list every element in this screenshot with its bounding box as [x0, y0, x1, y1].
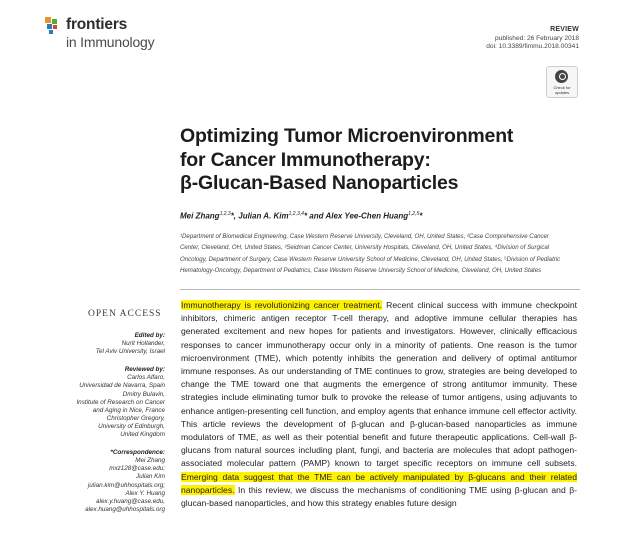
- author-list: Mei Zhang$^{1,2,3}$*, Julian A. Kim$^{1,2,3,4}$* and Alex Yee-Chen Huang$^{1,2,5}$*: [180, 211, 423, 221]
- divider: [180, 289, 580, 290]
- reviewer-line: Dmitry Bulavin,: [122, 390, 165, 398]
- edited-by-heading: Edited by:: [134, 332, 165, 339]
- doi-link[interactable]: doi: 10.3389/fimmu.2018.00341: [486, 43, 579, 51]
- correspondence-line: Julian Kim: [135, 473, 165, 481]
- correspondence-email[interactable]: alex.huang@uhhospitals.org: [85, 505, 165, 513]
- correspondence-email[interactable]: julian.kim@uhhospitals.org;: [87, 481, 165, 489]
- highlighted-text[interactable]: Immunotherapy is revolutionizing cancer treatment.: [181, 300, 383, 310]
- reviewer-line: Universidad de Navarra, Spain: [79, 382, 165, 390]
- editor-line: Tel Aviv University, Israel: [95, 348, 165, 356]
- highlighted-text[interactable]: Emerging data suggest that the TME can be actively manipulated by β-glucans and their related nanoparticles.: [181, 471, 577, 495]
- abstract-segment: Recent clinical success with immune checkpoint inhibitors, chimeric antigen receptor T-cell therapy, and adoptive immune cellular therapies has generated excitement and new hopes for patients and investigators. However, clinically efficacious responses to cancer immunotherapy occur only in a minority of patients. One reason is the tumor microenvironment (TME), which potently inhibits the generation and delivery of optimal antitumor immune responses. As our understanding of TME continues to grow, strategies are being developed to change the TME toward one that augments the emergence of strong antitumor immunity. These strategies include eliminating tumor bulk to provoke the release of tumor antigens, using adjuvants to enhance antigen-presenting cell function, and employ agents that enhance immune cell effector activity. This article reviews the development of β-glucan and β-glucan-based nanoparticles as immune modulators of TME, as well as their potential benefit and future therapeutic applications. Cell-wall β-glucans from natural sources including plant, fungi, and bacteria are molecules that adopt pathogen-associated molecular pattern (PAMP) known to target specific receptors on immune cell subsets.: [181, 300, 577, 469]
- correspondence-line: Alex Y. Huang: [125, 489, 165, 497]
- logo-word-journal: in Immunology: [66, 34, 155, 50]
- reviewer-line: University of Edinburgh,: [98, 422, 165, 430]
- journal-logo[interactable]: [44, 14, 184, 54]
- author-affil-refs: 1,2,3,4: [288, 211, 304, 217]
- author-joiner: and: [309, 211, 324, 221]
- correspondence-email[interactable]: alex.y.huang@case.edu,: [96, 497, 165, 505]
- check-for-updates-button[interactable]: [546, 66, 578, 98]
- sidebar-info: [40, 332, 165, 514]
- frontiers-logo-icon: [44, 16, 64, 36]
- title-line: for Cancer Immunotherapy:: [180, 148, 431, 171]
- author-affil-refs: 1,2,3: [219, 211, 231, 217]
- correspondence-line: Mei Zhang: [135, 457, 165, 465]
- open-access-label: OPEN ACCESS: [88, 309, 162, 319]
- reviewer-line: United Kingdom: [120, 431, 165, 439]
- reviewer-line: Carlos Alfaro,: [127, 374, 165, 382]
- article-meta: [486, 26, 579, 52]
- author-name[interactable]: Alex Yee-Chen Huang: [325, 211, 409, 221]
- abstract-text: [181, 299, 577, 510]
- author-affil-refs: 1,2,5: [408, 211, 420, 217]
- affiliations: ¹Department of Biomedical Engineering, Case Western Reserve University, Cleveland, OH, United States, ²Case Comprehensive Cancer Center, Cleveland, OH, United States, ³Seidman Cancer Center, University Hospitals, Cleveland, OH, United States, ⁴Division of Surgical Oncology, Department of Surgery, Case Western Reserve University School of Medicine, Cleveland, OH, United States, ⁵Division of Pediatric Hematology-Oncology, Department of Pediatrics, Case Western Reserve University School of Medicine, Cleveland, OH, United States: [180, 233, 561, 274]
- correspondence-heading: *Correspondence:: [110, 449, 165, 457]
- reviewer-line: Institute of Research on Cancer: [76, 398, 165, 406]
- check-updates-icon: [555, 70, 568, 83]
- author-name[interactable]: Mei Zhang: [180, 211, 220, 221]
- title-line: Optimizing Tumor Microenvironment: [180, 125, 514, 147]
- title-line: β-Glucan-Based Nanoparticles: [180, 172, 459, 194]
- editor-line: Nurit Hollander,: [121, 340, 165, 348]
- correspondence-email[interactable]: mxz128@case.edu;: [109, 465, 165, 473]
- logo-word-frontiers: frontiers: [66, 16, 128, 33]
- article-type: REVIEW: [550, 26, 579, 33]
- published-date: published: 26 February 2018: [495, 34, 579, 42]
- article-title: [180, 125, 600, 196]
- author-name[interactable]: Julian A. Kim: [238, 211, 289, 221]
- abstract-segment: In this review, we discuss the mechanisms of conditioning TME using β-glucan and β-glucan-based nanoparticles, and how this strategy enables future design: [181, 484, 577, 509]
- check-updates-label: Check for updates: [553, 85, 571, 95]
- reviewer-line: and Aging in Nice, France: [92, 406, 165, 414]
- reviewer-line: Christopher Gregory,: [106, 414, 165, 422]
- reviewed-by-heading: Reviewed by:: [124, 366, 165, 374]
